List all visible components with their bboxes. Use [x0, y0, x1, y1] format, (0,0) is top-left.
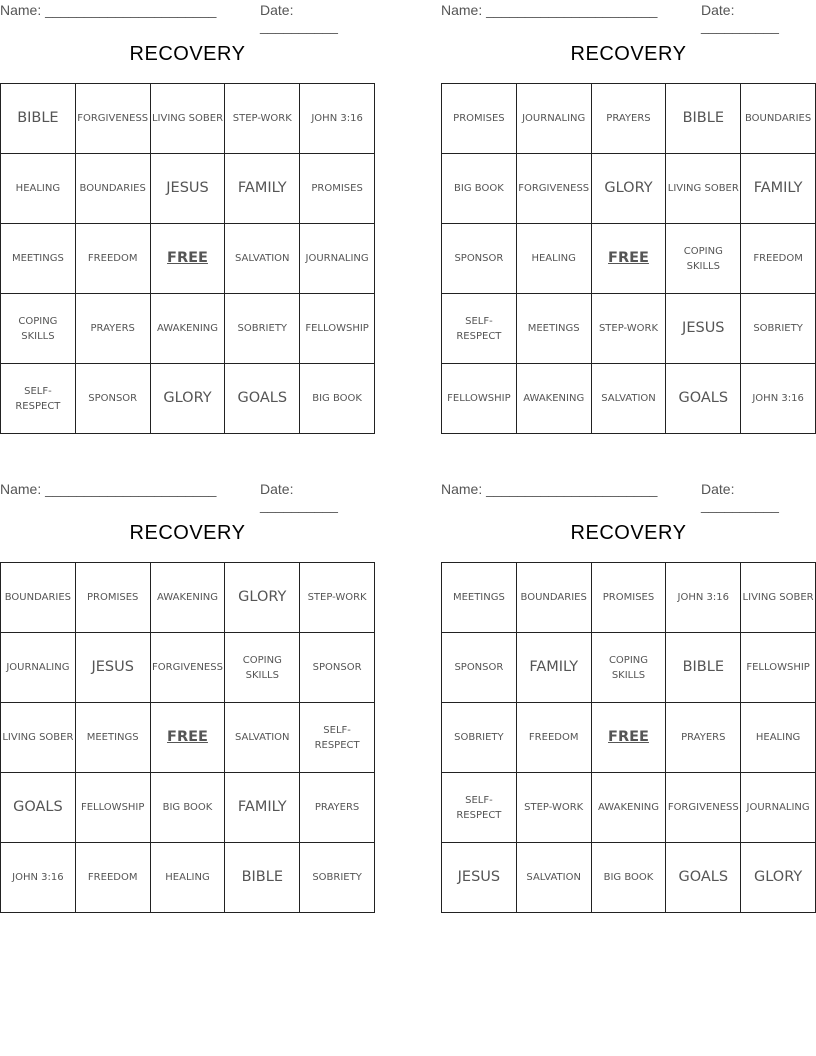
- bingo-cell: PROMISES: [592, 563, 667, 633]
- bingo-cell: FREEDOM: [76, 224, 151, 294]
- bingo-cell: GOALS: [666, 843, 741, 913]
- bingo-cell: JOURNALING: [1, 633, 76, 703]
- name-field-label: Name: ______________________: [441, 2, 658, 18]
- bingo-cell: FELLOWSHIP: [442, 364, 517, 434]
- bingo-cell: PRAYERS: [76, 294, 151, 364]
- bingo-grid: [0, 83, 375, 434]
- bingo-cell: COPING SKILLS: [225, 633, 300, 703]
- bingo-cell: SPONSOR: [442, 224, 517, 294]
- bingo-cell: SELF-RESPECT: [442, 294, 517, 364]
- bingo-cell: FREEDOM: [517, 703, 592, 773]
- card-header: [0, 2, 375, 34]
- bingo-cell: GLORY: [592, 154, 667, 224]
- bingo-cell: LIVING SOBER: [151, 84, 226, 154]
- bingo-cell: GOALS: [1, 773, 76, 843]
- bingo-cell: STEP-WORK: [300, 563, 375, 633]
- bingo-card: [0, 0, 375, 430]
- bingo-cell: SOBRIETY: [741, 294, 816, 364]
- free-space-cell: FREE: [592, 224, 667, 294]
- bingo-cell: LIVING SOBER: [741, 563, 816, 633]
- card-title: RECOVERY: [129, 43, 246, 65]
- card-title: RECOVERY: [570, 43, 687, 65]
- bingo-cell: PROMISES: [76, 563, 151, 633]
- bingo-cell: PROMISES: [442, 84, 517, 154]
- bingo-cell: BIG BOOK: [592, 843, 667, 913]
- bingo-cell: FORGIVENESS: [151, 633, 226, 703]
- bingo-cell: BOUNDARIES: [741, 84, 816, 154]
- bingo-cell: FAMILY: [225, 773, 300, 843]
- bingo-cell: FORGIVENESS: [517, 154, 592, 224]
- card-title: RECOVERY: [129, 522, 246, 544]
- bingo-grid: [0, 562, 375, 913]
- bingo-cell: BOUNDARIES: [1, 563, 76, 633]
- bingo-cell: FAMILY: [225, 154, 300, 224]
- card-header: [0, 481, 375, 513]
- bingo-cell: SALVATION: [225, 224, 300, 294]
- bingo-cell: BIBLE: [666, 633, 741, 703]
- bingo-cell: STEP-WORK: [592, 294, 667, 364]
- bingo-cell: SALVATION: [592, 364, 667, 434]
- bingo-cell: PRAYERS: [592, 84, 667, 154]
- bingo-cell: FAMILY: [741, 154, 816, 224]
- bingo-cell: COPING SKILLS: [666, 224, 741, 294]
- bingo-cell: FELLOWSHIP: [76, 773, 151, 843]
- name-field-label: Name: ______________________: [441, 481, 658, 497]
- bingo-cell: AWAKENING: [592, 773, 667, 843]
- free-space-cell: FREE: [592, 703, 667, 773]
- bingo-cell: LIVING SOBER: [666, 154, 741, 224]
- bingo-cell: BIG BOOK: [442, 154, 517, 224]
- bingo-cell: JOURNALING: [300, 224, 375, 294]
- bingo-cell: SOBRIETY: [225, 294, 300, 364]
- bingo-cell: GLORY: [225, 563, 300, 633]
- name-field-label: Name: ______________________: [0, 481, 217, 497]
- bingo-cell: GOALS: [225, 364, 300, 434]
- bingo-cell: BIBLE: [666, 84, 741, 154]
- bingo-grid: [441, 83, 816, 434]
- date-field-label: Date: __________: [701, 2, 779, 34]
- bingo-cell: JESUS: [151, 154, 226, 224]
- bingo-cell: COPING SKILLS: [1, 294, 76, 364]
- bingo-cell: FORGIVENESS: [666, 773, 741, 843]
- bingo-cell: MEETINGS: [517, 294, 592, 364]
- bingo-cell: JOHN 3:16: [666, 563, 741, 633]
- bingo-cell: SELF-RESPECT: [442, 773, 517, 843]
- bingo-cell: FAMILY: [517, 633, 592, 703]
- bingo-card: [441, 479, 816, 909]
- bingo-cell: JOHN 3:16: [741, 364, 816, 434]
- bingo-cell: JOHN 3:16: [300, 84, 375, 154]
- bingo-cell: JESUS: [442, 843, 517, 913]
- bingo-cell: JOURNALING: [517, 84, 592, 154]
- bingo-cell: BIBLE: [225, 843, 300, 913]
- bingo-card: [0, 479, 375, 909]
- bingo-cell: JESUS: [666, 294, 741, 364]
- bingo-cell: MEETINGS: [1, 224, 76, 294]
- card-header: [441, 481, 816, 513]
- bingo-cell: SALVATION: [225, 703, 300, 773]
- bingo-cell: AWAKENING: [151, 563, 226, 633]
- bingo-cell: GLORY: [741, 843, 816, 913]
- bingo-cell: GLORY: [151, 364, 226, 434]
- bingo-cell: SPONSOR: [442, 633, 517, 703]
- bingo-cell: PRAYERS: [300, 773, 375, 843]
- bingo-cell: BOUNDARIES: [76, 154, 151, 224]
- bingo-cell: FELLOWSHIP: [741, 633, 816, 703]
- free-space-cell: FREE: [151, 703, 226, 773]
- bingo-cell: STEP-WORK: [225, 84, 300, 154]
- bingo-cell: BIG BOOK: [300, 364, 375, 434]
- card-header: [441, 2, 816, 34]
- date-field-label: Date: __________: [260, 481, 338, 513]
- bingo-cell: SELF-RESPECT: [300, 703, 375, 773]
- bingo-cell: BOUNDARIES: [517, 563, 592, 633]
- bingo-cell: JOURNALING: [741, 773, 816, 843]
- bingo-cell: HEALING: [741, 703, 816, 773]
- bingo-cell: LIVING SOBER: [1, 703, 76, 773]
- bingo-cell: PRAYERS: [666, 703, 741, 773]
- bingo-cell: SPONSOR: [76, 364, 151, 434]
- bingo-cell: COPING SKILLS: [592, 633, 667, 703]
- bingo-cell: PROMISES: [300, 154, 375, 224]
- bingo-cell: MEETINGS: [76, 703, 151, 773]
- bingo-cell: JESUS: [76, 633, 151, 703]
- bingo-grid: [441, 562, 816, 913]
- bingo-cell: FREEDOM: [741, 224, 816, 294]
- bingo-cell: SOBRIETY: [300, 843, 375, 913]
- date-field-label: Date: __________: [701, 481, 779, 513]
- bingo-cell: MEETINGS: [442, 563, 517, 633]
- bingo-cell: GOALS: [666, 364, 741, 434]
- bingo-cell: AWAKENING: [151, 294, 226, 364]
- bingo-cell: HEALING: [517, 224, 592, 294]
- free-space-cell: FREE: [151, 224, 226, 294]
- bingo-cell: HEALING: [151, 843, 226, 913]
- bingo-cell: STEP-WORK: [517, 773, 592, 843]
- bingo-cell: HEALING: [1, 154, 76, 224]
- bingo-cell: SELF-RESPECT: [1, 364, 76, 434]
- bingo-cell: JOHN 3:16: [1, 843, 76, 913]
- name-field-label: Name: ______________________: [0, 2, 217, 18]
- bingo-cell: FREEDOM: [76, 843, 151, 913]
- bingo-cell: SALVATION: [517, 843, 592, 913]
- bingo-cell: SPONSOR: [300, 633, 375, 703]
- bingo-cell: FORGIVENESS: [76, 84, 151, 154]
- bingo-cell: FELLOWSHIP: [300, 294, 375, 364]
- bingo-cell: BIBLE: [1, 84, 76, 154]
- bingo-cell: SOBRIETY: [442, 703, 517, 773]
- date-field-label: Date: __________: [260, 2, 338, 34]
- bingo-cell: AWAKENING: [517, 364, 592, 434]
- bingo-cell: BIG BOOK: [151, 773, 226, 843]
- card-title: RECOVERY: [570, 522, 687, 544]
- bingo-card: [441, 0, 816, 430]
